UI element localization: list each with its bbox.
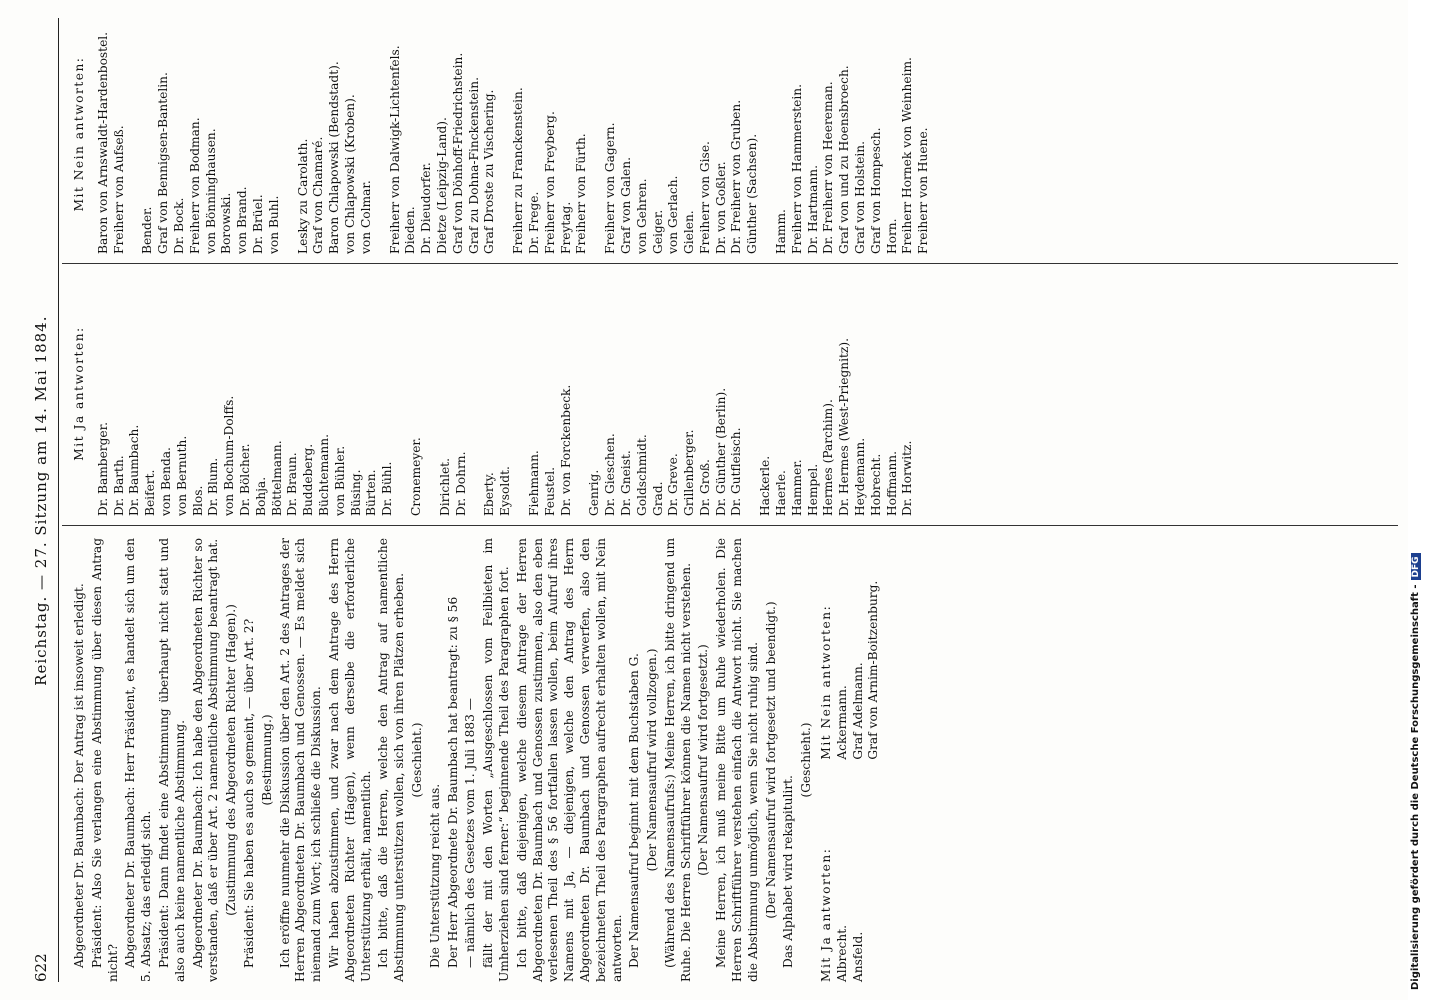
member-name: Eysoldt. [498,466,513,516]
name-group [409,271,425,516]
member-name: Dr. Groß. [697,459,712,516]
ja-heading: Mit Ja antworten: [819,847,834,982]
member-name: Dr. von Goßler. [713,161,728,254]
paragraph: Wir haben abzustimmen, und zwar nach dem Antrage des Herrn Abgeordneten Richter (Hagen), wenn derselbe die erforderliche Unterstützung erhält, namentlich. [326,538,373,982]
member-name: Graf von Hompesch. [868,127,883,254]
nein-list [819,581,882,760]
member-name: Graf von Arnim-Boitzenburg. [866,580,881,760]
member-name: Genrig. [587,469,602,516]
vote-heading: Mit Ja antworten: [72,326,86,461]
member-name: Freiherr von Fürth. [574,133,589,254]
member-name: Grad. [650,481,665,516]
member-name: Freiherr von Huene. [916,127,931,254]
member-name: Graf von Chamaré. [311,136,326,254]
name-group [96,271,396,516]
paragraph: (Der Namensaufruf wird fortgesetzt.) [696,644,711,876]
left-vote-lists [819,538,882,982]
member-name: Dr. Dohrn. [453,451,468,516]
member-name: Buddeberg. [301,443,316,516]
name-group [388,14,499,254]
member-name: Beifert. [143,469,158,516]
member-name: Graf von Galen. [618,157,633,254]
paragraph: Ich bitte, daß diejenigen, welche diesem Antrage der Herren Abgeordneten Dr. Baumbach und Genossen zustimmen, also den eben verlesenen Theil des § 56 fortfallen lassen wollen, beim Aufruf ihres Namens mit Ja, — diejenigen, welche den Antrag des Herrn Abgeordneten Dr. Baumbach und Genossen verwerfen, also den bezeichneten Theil des Paragraphen aufrecht erhalten wollen, mit Nein antworten. [514,538,624,982]
member-name: Hermes (Parchim). [821,399,836,516]
left-column [72,538,882,982]
credit-text [1410,10,1421,990]
member-name: Blos. [190,485,205,516]
name-group [527,271,574,516]
paragraph: — nämlich des Gesetzes vom 1. Juli 1883 — [463,698,478,968]
paragraph: Die Unterstützung reicht aus. [427,783,442,968]
middle-column [72,271,929,516]
member-name: Hamm. [774,209,789,254]
member-name: Hackerle. [758,455,773,516]
member-name: Ansfeld. [850,931,865,982]
member-name: Freiherr von Gagern. [603,122,618,254]
member-name: von Chlapowski (Kroben). [342,94,357,254]
member-name: Freiherr von Gise. [697,141,712,254]
member-name: von Brand. [235,186,250,254]
member-name: Dietze (Leipzig-Land). [434,117,449,254]
member-name: Geiger. [650,209,665,254]
paragraph: Meine Herren, ich muß meine Bitte um Ruhe wiederholen. Die Herren Schriftführer verstehen einfach die Antwort nicht. Sie machen die Abstimmung unmöglich, wenn Sie nicht ruhig sind. [714,538,760,982]
member-name: Dr. Gneist. [618,450,633,516]
paragraph: (Geschieht.) [409,722,424,798]
member-name: Freytag. [558,201,573,254]
credit-line: Digitalisierung gefördert durch die Deutsche Forschungsgemeinschaft - [1410,584,1421,990]
name-group [758,271,916,516]
credit-sidebar [1408,0,1432,1000]
member-name: Dr. Gutfleisch. [729,427,744,516]
member-name: von Gerlach. [666,175,681,254]
member-name: Freiherr von Dalwigk-Lichtenfels. [387,45,402,254]
member-name: Fiehmann. [526,450,541,516]
member-name: Hempel. [805,463,820,516]
ja-list [819,848,882,982]
paragraph: Ich eröffne nunmehr die Diskussion über den Art. 2 des Antrages der Herren Abgeordneten Dr. Baumbach und Genossen. — Es meldet sich niemand zum Wort; ich schließe die Diskussion. [277,538,324,982]
member-name: Graf Droste zu Vischering. [482,89,497,254]
paragraph: Das Alphabet wird rekapitulirt. [781,775,796,968]
member-name: von Colmar. [358,180,373,254]
member-name: Dr. Blum. [206,457,221,516]
name-group [438,271,470,516]
member-name: Günther (Sachsen). [745,133,760,254]
member-name: Freiherr von Hammerstein. [789,84,804,254]
member-name: Dr. Brüel. [250,194,265,254]
name-group [140,14,282,254]
member-name: Dr. Baumbach. [127,424,142,516]
paragraph: Präsident: Dann findet eine Abstimmung überhaupt nicht statt und also auch keine namentliche Abstimmung. [156,538,187,982]
member-name: Dr. Dieudorfer. [419,162,434,254]
name-group [603,14,761,254]
member-name: Freiherr von Bodman. [187,117,202,254]
member-name: Hammer. [789,459,804,516]
member-name: Dr. von Forckenbeck. [558,384,573,516]
member-name: Bender. [140,206,155,254]
header-rule [58,18,59,982]
paragraph: Abgeordneter Dr. Baumbach: Ich habe den Abgeordneten Richter so verstanden, daß er über Art. 2 namentliche Abstimmung beantragt hat. [190,538,221,982]
name-group [587,271,745,516]
member-name: Graf von Dönhoff-Friedrichstein. [450,52,465,254]
column-divider-2 [62,263,1398,264]
member-name: Eberty. [482,472,497,516]
member-name: Freiherr von Freyberg. [542,111,557,254]
member-name: Dr. Hartmann. [805,164,820,254]
member-name: Dr. Günther (Berlin). [713,387,728,516]
member-name: Goldschmidt. [634,434,649,516]
right-column [72,14,945,254]
member-name: Dr. Greve. [666,453,681,516]
paragraph: (Bestimmung.) [259,714,274,806]
page-header [26,18,56,982]
member-name: von Bönninghausen. [203,128,218,254]
member-name: Bürten. [364,469,379,516]
member-name: Dr. Horwitz. [900,440,915,516]
paragraph: Präsident: Sie haben es auch so gemeint, — über Art. 2? [241,618,256,968]
member-name: Dr. Bamberger. [95,422,110,516]
paragraph: (Während des Namensaufrufs:) Meine Herren, ich bitte dringend um Ruhe. Die Herren Schriftführer können die Namen nicht verstehen. [662,538,693,982]
member-name: Dr. Barth. [111,455,126,516]
nein-heading: Mit Nein antworten: [819,604,834,760]
member-name: Graf zu Dohna-Finckenstein. [466,76,481,254]
page-title: Reichstag. — 27. Sitzung am 14. Mai 1884. [32,315,50,686]
member-name: von Gehren. [634,178,649,254]
member-name: Böttelmann. [269,440,284,516]
member-name: Hobrecht. [868,453,883,516]
paragraph: Abgeordneter Dr. Baumbach: Herr Präsident, es handelt sich um den 5. Absatz; das erledigt sich. [123,538,154,982]
member-name: Dieden. [403,206,418,254]
paragraph: Abgeordneter Dr. Baumbach: Der Antrag ist insoweit erledigt. [72,583,86,968]
paragraph: Der Namensaufruf beginnt mit dem Buchstaben G. [627,653,642,968]
column-divider-1 [62,525,1398,526]
member-name: Heydemann. [853,437,868,516]
paragraph: fällt der mit den Worten „Ausgeschlossen vom Feilbieten im Umherziehen sind ferner:“ beginnende Theil des Paragraphen fort. [481,538,511,982]
member-name: Dr. Bölcher. [237,443,252,516]
member-name: von Bochum-Dolffs. [222,395,237,516]
member-name: Ackermann. [834,685,849,760]
page-number: 622 [32,953,50,982]
member-name: Dr. Gieschen. [603,433,618,516]
member-name: Freiherr zu Franckenstein. [511,87,526,254]
paragraph: Ich bitte, daß die Herren, welche den Antrag auf namentliche Abstimmung unterstützen wollen, sich von ihren Plätzen erheben. [376,538,407,982]
member-name: Dr. Frege. [526,191,541,254]
member-name: Dr. Hermes (West-Priegnitz). [837,338,852,516]
member-name: Dr. Braun. [285,452,300,516]
member-name: Büsing. [348,469,363,516]
member-name: Graf von Bennigsen-Bantelin. [156,72,171,254]
member-name: von Bühler. [332,445,347,516]
member-name: Dr. Freiherr von Gruben. [729,99,744,254]
member-name: Büchtemann. [316,434,331,516]
member-name: Grillenberger. [682,429,697,516]
paragraph: Präsident: Also Sie verlangen eine Abstimmung über diesen Antrag nicht? [89,538,120,982]
member-name: Cronemeyer. [408,437,423,516]
member-name: Dirichlet. [437,458,452,516]
member-name: Graf von Holstein. [853,140,868,254]
member-name: Freiherr von Aufseß. [111,125,126,254]
name-group [96,14,128,254]
member-name: Graf von und zu Hoensbroech. [837,65,852,254]
member-name: Dr. Bock. [171,197,186,254]
member-name: Albrecht. [834,925,849,982]
member-name: von Buhl. [266,195,281,254]
member-name: Bohja. [253,476,268,516]
member-name: Horn. [884,218,899,254]
member-name: Baron von Arnswaldt-Hardenbostel. [95,31,110,254]
name-group [482,271,514,516]
paragraph: (Geschieht.) [799,722,814,798]
member-name: Freiherr Hornek von Weinheim. [900,57,915,254]
member-name: von Benda. [158,447,173,516]
vote-heading: Mit Nein antworten: [72,56,86,212]
member-name: von Bernuth. [174,435,189,516]
dfg-logo: DFG [1411,553,1421,580]
member-name: Dr. Freiherr von Heereman. [821,81,836,254]
member-name: Baron Chlapowski (Bendstadt). [327,61,342,254]
member-name: Lesky zu Carolath. [295,138,310,254]
member-name: Haerle. [774,470,789,516]
member-name: Feustel. [542,467,557,516]
member-name: Borowski. [219,192,234,254]
name-group [774,14,932,254]
member-name: Hoffmann. [884,450,899,516]
name-group [296,14,375,254]
name-group [511,14,590,254]
paragraph: Der Herr Abgeordnete Dr. Baumbach hat beantragt: zu § 56 [445,596,460,968]
member-name: Dr. Bühl. [380,461,395,516]
paragraph: (Der Namensaufruf wird vollzogen.) [645,648,660,872]
member-name: Gielen. [682,210,697,254]
paragraph: (Der Namensaufruf wird fortgesetzt und beendigt.) [763,601,778,919]
paragraph: (Zustimmung des Abgeordneten Richter (Hagen).) [224,604,239,916]
member-name: Graf Adelmann. [850,662,865,760]
